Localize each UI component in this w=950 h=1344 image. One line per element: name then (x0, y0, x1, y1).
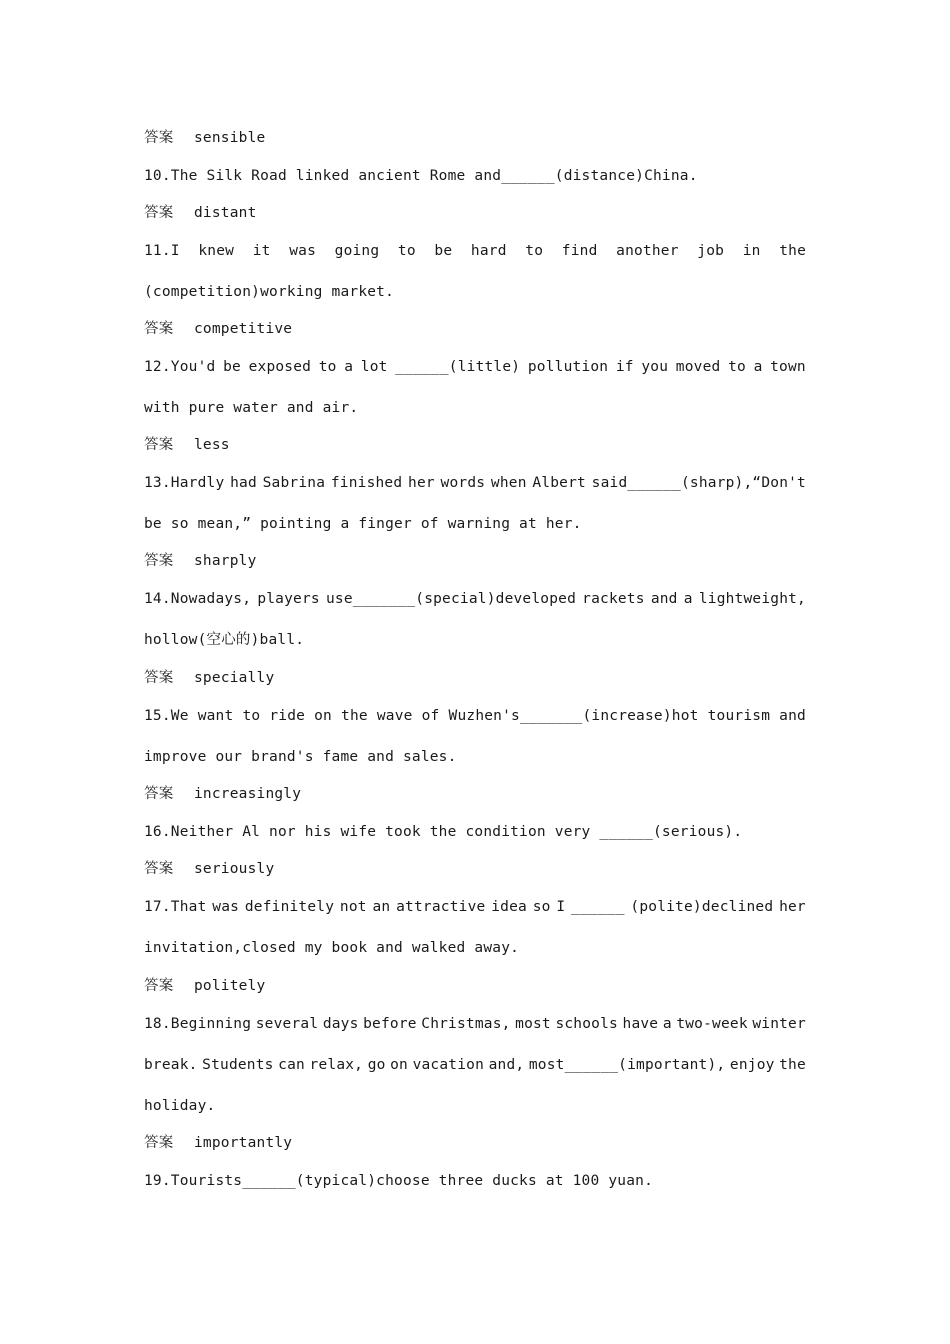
word: her (779, 899, 806, 915)
word: lot (360, 359, 388, 375)
word: go (367, 1057, 386, 1073)
word: can (278, 1057, 305, 1073)
answer-line (144, 975, 806, 997)
answer-label: 答案 (144, 978, 174, 994)
word: days (322, 1016, 359, 1032)
word: to (242, 708, 261, 724)
answer-line (144, 1132, 806, 1154)
word: enjoy (729, 1057, 775, 1073)
word: a (344, 359, 354, 375)
word: you (641, 359, 669, 375)
word: ______(little) (395, 359, 521, 375)
answer-label: 答案 (144, 205, 174, 221)
answer-label: 答案 (144, 861, 174, 877)
answer-line (144, 667, 806, 689)
word: before (363, 1016, 417, 1032)
word: use_______(special)developed (325, 591, 577, 607)
answer-text: competitive (194, 321, 293, 337)
word: lightweight, (698, 591, 806, 607)
word: moved (675, 359, 721, 375)
word: town (770, 359, 806, 375)
word: attractive (396, 899, 486, 915)
word: (polite)declined (630, 899, 774, 915)
answer-text: distant (194, 205, 257, 221)
question-12-line-1 (144, 356, 806, 378)
word: to (397, 243, 416, 259)
question-15-line-2: improve our brand's fame and sales. (144, 749, 457, 765)
answer-line (144, 318, 806, 340)
word: be (434, 243, 453, 259)
word: ______ (571, 899, 625, 915)
word: hard (470, 243, 507, 259)
answer-text: sensible (194, 130, 266, 146)
question-14-line-1 (144, 588, 806, 610)
word: on (390, 1057, 408, 1073)
word: 11.I (144, 243, 180, 259)
word: relax, (309, 1057, 364, 1073)
word: Christmas, (421, 1016, 511, 1032)
word: had (230, 475, 257, 491)
question-15-line-1 (144, 705, 806, 727)
word: most______(important), (528, 1057, 726, 1073)
word: the (779, 1057, 806, 1073)
word: job (697, 243, 725, 259)
word: want (197, 708, 234, 724)
word: so (532, 899, 551, 915)
word: 17.That (144, 899, 207, 915)
word: I (556, 899, 566, 915)
question-13-line-1 (144, 472, 806, 494)
word: vacation (412, 1057, 485, 1073)
word: said______(sharp),“Don't (591, 475, 806, 491)
word: knew (198, 243, 235, 259)
answer-line (144, 127, 806, 149)
word: Albert (532, 475, 586, 491)
question-11-line-1 (144, 240, 806, 262)
word: several (255, 1016, 319, 1032)
word: to (728, 359, 746, 375)
word: winter (752, 1016, 806, 1032)
word: ride (269, 708, 306, 724)
word: players (257, 591, 320, 607)
word: finished (330, 475, 403, 491)
word: wave (376, 708, 413, 724)
word: in (742, 243, 761, 259)
answer-text: specially (194, 670, 275, 686)
question-12-line-2: with pure water and air. (144, 400, 359, 416)
word: break. (144, 1057, 198, 1073)
answer-line (144, 858, 806, 880)
answer-label: 答案 (144, 321, 174, 337)
word: Sabrina (262, 475, 326, 491)
answer-text: seriously (194, 861, 275, 877)
word: going (334, 243, 380, 259)
question-19: 19.Tourists______(typical)choose three ducks at 100 yuan. (144, 1173, 653, 1189)
word: of (421, 708, 440, 724)
word: and, (488, 1057, 525, 1073)
word: a (753, 359, 763, 375)
question-17-line-2: invitation,closed my book and walked away. (144, 940, 520, 956)
word: the (341, 708, 368, 724)
word: 14.Nowadays, (144, 591, 252, 607)
answer-line (144, 434, 806, 456)
answer-label: 答案 (144, 130, 174, 146)
word: it (252, 243, 271, 259)
word: 12.You'd (144, 359, 216, 375)
word: a (662, 1016, 672, 1032)
word: 13.Hardly (144, 475, 225, 491)
word: two-week (676, 1016, 748, 1032)
word: definitely (244, 899, 335, 915)
word: exposed (248, 359, 312, 375)
word: words (440, 475, 486, 491)
word: a (683, 591, 693, 607)
answer-label: 答案 (144, 670, 174, 686)
question-17-line-1 (144, 896, 806, 918)
answer-text: increasingly (194, 786, 302, 802)
word: another (616, 243, 679, 259)
word: if (615, 359, 634, 375)
word: Wuzhen's_______(increase)hot (448, 708, 699, 724)
word: tourism (707, 708, 771, 724)
answer-label: 答案 (144, 437, 174, 453)
word: be (223, 359, 241, 375)
answer-label: 答案 (144, 1135, 174, 1151)
word: on (314, 708, 332, 724)
word: was (212, 899, 240, 915)
question-13-line-2: be so mean,” pointing a finger of warning at her. (144, 516, 582, 532)
answer-text: importantly (194, 1135, 293, 1151)
word: 15.We (144, 708, 189, 724)
question-18-line-2 (144, 1054, 806, 1076)
answer-text: less (194, 437, 230, 453)
answer-text: sharply (194, 553, 257, 569)
answer-text: politely (194, 978, 266, 994)
word: an (372, 899, 391, 915)
word: have (622, 1016, 659, 1032)
word: and (779, 708, 806, 724)
question-14-line-2: hollow(空心的)ball. (144, 632, 305, 648)
word: was (289, 243, 317, 259)
word: rackets (582, 591, 645, 607)
word: and (650, 591, 678, 607)
answer-label: 答案 (144, 786, 174, 802)
word: schools (555, 1016, 618, 1032)
question-18-line-3: holiday. (144, 1098, 216, 1114)
answer-label: 答案 (144, 553, 174, 569)
word: 18.Beginning (144, 1016, 252, 1032)
question-11-line-2: (competition)working market. (144, 284, 395, 300)
question-10: 10.The Silk Road linked ancient Rome and______(distance)China. (144, 168, 698, 184)
word: Students (202, 1057, 274, 1073)
word: to (318, 359, 337, 375)
word: her (408, 475, 435, 491)
word: most (515, 1016, 551, 1032)
word: the (779, 243, 806, 259)
answer-line (144, 202, 806, 224)
word: find (561, 243, 598, 259)
word: when (490, 475, 527, 491)
question-16: 16.Neither Al nor his wife took the condition very ______(serious). (144, 824, 743, 840)
answer-line (144, 783, 806, 805)
word: not (339, 899, 367, 915)
word: idea (491, 899, 527, 915)
word: pollution (527, 359, 609, 375)
question-18-line-1 (144, 1013, 806, 1035)
answer-line (144, 550, 806, 572)
word: to (525, 243, 544, 259)
